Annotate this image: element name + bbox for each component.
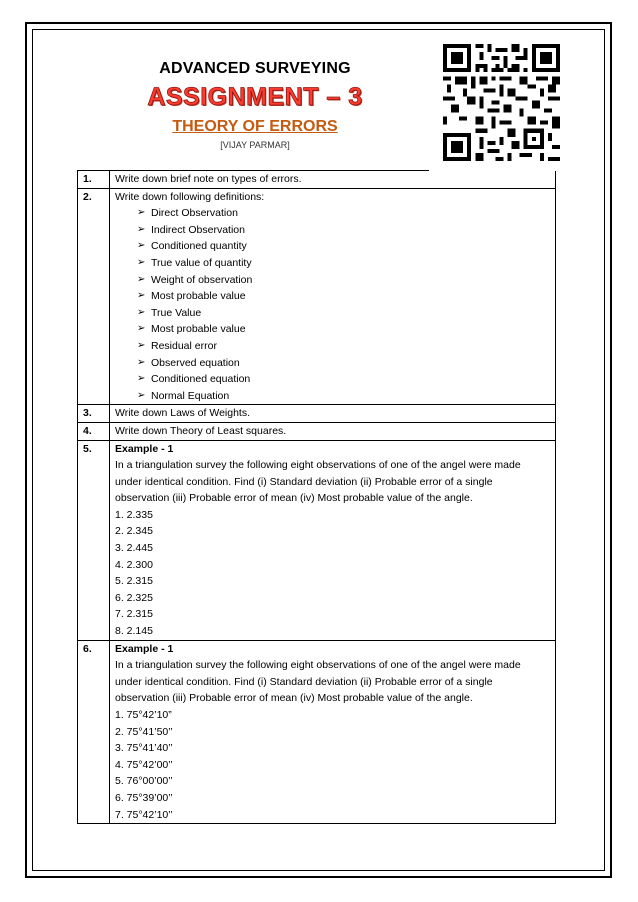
observation-value: 4. 75°42’00’’ xyxy=(115,758,173,771)
question-number: 2. xyxy=(78,188,110,405)
question-body xyxy=(110,440,556,640)
list-item: ➢ Observed equation xyxy=(137,355,555,372)
question-number: 3. xyxy=(78,405,110,423)
list-item: ➢ Direct Observation xyxy=(137,205,555,222)
problem-line: under identical condition. Find (i) Standard deviation (ii) Probable error of a single xyxy=(115,675,493,688)
observation-value: 4. 2.300 xyxy=(115,558,153,571)
question-text: Write down brief note on types of errors. xyxy=(110,171,556,188)
observation-value: 7. 75°42’10’’ xyxy=(115,808,173,821)
observation-value: 1. 2.335 xyxy=(115,508,153,521)
observation-value: 5. 76°00’00’’ xyxy=(115,775,173,788)
observation-value: 3. 2.445 xyxy=(115,542,153,555)
question-body xyxy=(110,640,556,824)
list-item: ➢ True value of quantity xyxy=(137,255,555,272)
question-row-2 xyxy=(78,188,556,405)
list-item: ➢ Most probable value xyxy=(137,321,555,338)
question-text: Write down Laws of Weights. xyxy=(110,405,556,423)
list-item: ➢ Conditioned quantity xyxy=(137,238,555,255)
observation-value: 7. 2.315 xyxy=(115,608,153,621)
question-row-4 xyxy=(78,422,556,440)
question-row-5 xyxy=(78,440,556,640)
example-title: Example - 1 xyxy=(115,642,174,655)
observation-value: 8. 2.145 xyxy=(115,625,153,638)
question-number: 4. xyxy=(78,422,110,440)
observation-value: 2. 2.345 xyxy=(115,525,153,538)
assignment-title: ASSIGNMENT – 3 xyxy=(147,83,363,111)
list-item: ➢ Normal Equation xyxy=(137,388,555,405)
problem-line: under identical condition. Find (i) Standard deviation (ii) Probable error of a single xyxy=(115,475,493,488)
problem-line: In a triangulation survey the following eight observations of one of the angel were made xyxy=(115,659,521,672)
question-number: 6. xyxy=(78,640,110,824)
list-item: ➢ Most probable value xyxy=(137,288,555,305)
question-body xyxy=(110,188,556,405)
list-item: ➢ Residual error xyxy=(137,338,555,355)
problem-line: observation (iii) Probable error of mean (iv) Most probable value of the angle. xyxy=(115,692,473,705)
list-item: ➢ Weight of observation xyxy=(137,272,555,289)
list-item: ➢ True Value xyxy=(137,305,555,322)
definitions-list xyxy=(115,205,555,404)
observation-value: 6. 75°39’00’’ xyxy=(115,791,173,804)
qr-code-icon xyxy=(443,44,560,161)
list-item: ➢ Conditioned equation xyxy=(137,371,555,388)
problem-line: In a triangulation survey the following eight observations of one of the angel were made xyxy=(115,459,521,472)
question-row-6 xyxy=(78,640,556,824)
questions-table xyxy=(77,171,556,824)
question-number: 1. xyxy=(78,171,110,188)
question-text: Write down Theory of Least squares. xyxy=(110,422,556,440)
author-name: [VIJAY PARMAR] xyxy=(220,140,290,150)
title-block xyxy=(120,60,390,150)
list-item: ➢ Indirect Observation xyxy=(137,222,555,239)
question-row-3 xyxy=(78,405,556,423)
question-text: Write down following definitions: xyxy=(115,190,265,203)
problem-line: observation (iii) Probable error of mean (iv) Most probable value of the angle. xyxy=(115,492,473,505)
question-number: 5. xyxy=(78,440,110,640)
observation-value: 1. 75°42’10” xyxy=(115,709,172,721)
observation-value: 5. 2.315 xyxy=(115,575,153,588)
question-row-1 xyxy=(78,171,556,188)
observation-value: 3. 75°41’40’’ xyxy=(115,742,173,755)
subject-title: ADVANCED SURVEYING xyxy=(159,60,351,77)
observation-value: 6. 2.325 xyxy=(115,591,153,604)
topic-title: THEORY OF ERRORS xyxy=(172,118,338,135)
observation-value: 2. 75°41’50’’ xyxy=(115,725,173,738)
example-title: Example - 1 xyxy=(115,442,174,455)
